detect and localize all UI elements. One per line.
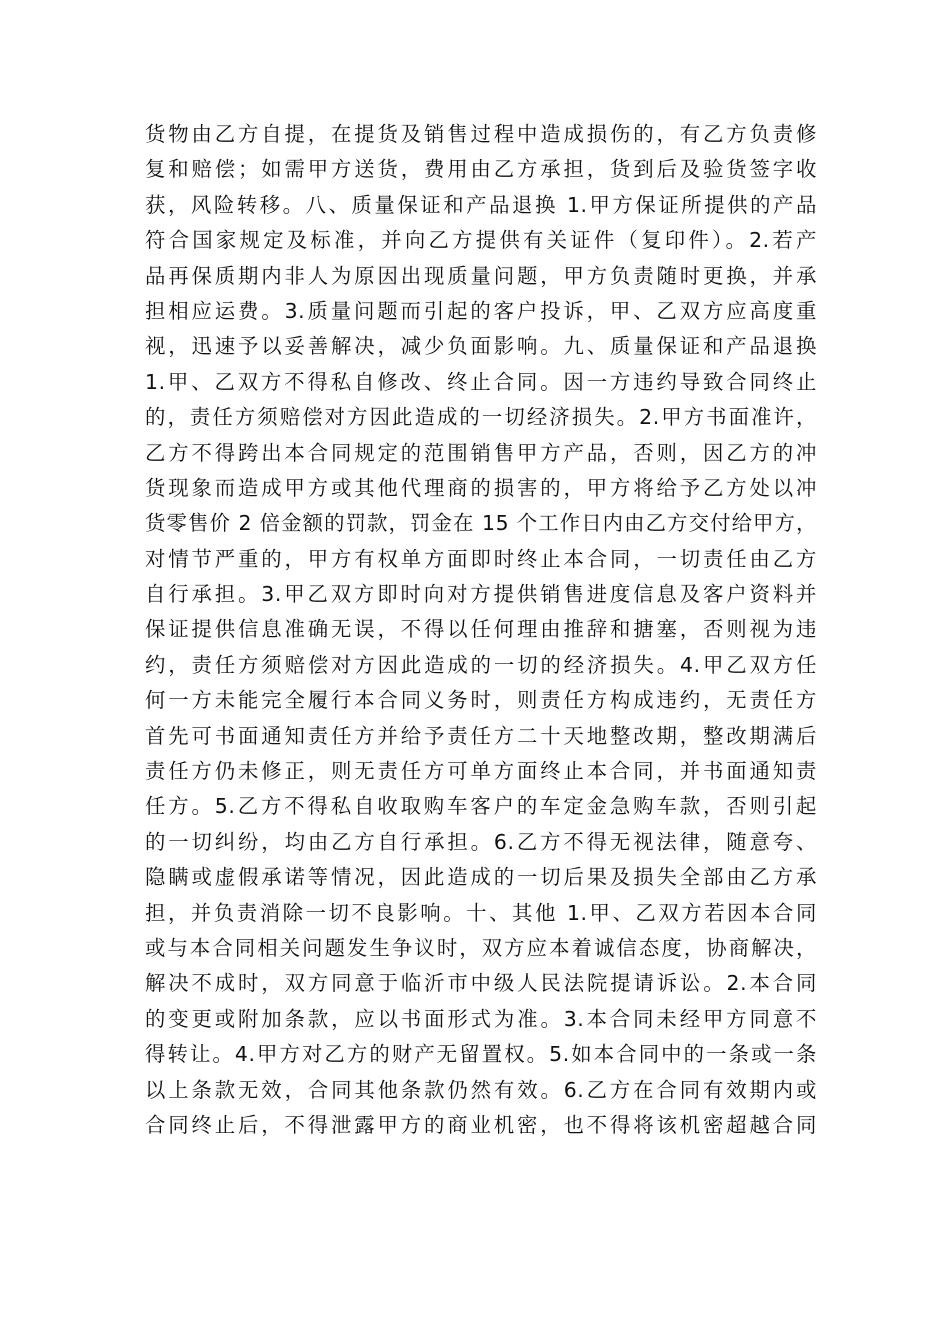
text-line: 担相应运费。3.质量问题而引起的客户投诉，甲、乙双方应高度重 xyxy=(145,298,817,323)
text-line: 以上条款无效，合同其他条款仍然有效。6.乙方在合同有效期内或 xyxy=(145,1077,817,1102)
text-line: 对情节严重的，甲方有权单方面即时终止本合同，一切责任由乙方 xyxy=(145,546,817,571)
text-line: 复和赔偿；如需甲方送货，费用由乙方承担，货到后及验货签字收 xyxy=(145,157,817,182)
text-line: 首先可书面通知责任方并给予责任方二十天地整改期，整改期满后 xyxy=(145,723,817,748)
text-line: 责任方仍未修正，则无责任方可单方面终止本合同，并书面通知责 xyxy=(145,759,817,784)
text-line: 担，并负责消除一切不良影响。十、其他 1.甲、乙双方若因本合同 xyxy=(145,900,817,925)
text-line: 任方。5.乙方不得私自收取购车客户的车定金急购车款，否则引起 xyxy=(145,794,817,819)
text-line: 货物由乙方自提，在提货及销售过程中造成损伤的，有乙方负责修 xyxy=(145,122,817,146)
text-line: 解决不成时，双方同意于临沂市中级人民法院提请诉讼。2.本合同 xyxy=(145,971,817,996)
text-line: 1.甲、乙双方不得私自修改、终止合同。因一方违约导致合同终止 xyxy=(145,369,817,394)
contract-text-body xyxy=(145,117,817,1143)
text-line: 的一切纠纷，均由乙方自行承担。6.乙方不得无视法律，随意夸、 xyxy=(145,829,817,854)
text-line: 乙方不得跨出本合同规定的范围销售甲方产品，否则，因乙方的冲 xyxy=(145,440,817,465)
text-line: 自行承担。3.甲乙双方即时向对方提供销售进度信息及客户资料并 xyxy=(145,582,817,607)
text-line: 获，风险转移。八、质量保证和产品退换 1.甲方保证所提供的产品 xyxy=(145,192,817,217)
text-line: 货零售价 2 倍金额的罚款，罚金在 15 个工作日内由乙方交付给甲方， xyxy=(145,511,817,536)
text-line: 合同终止后，不得泄露甲方的商业机密，也不得将该机密超越合同 xyxy=(145,1112,817,1137)
text-line: 隐瞒或虚假承诺等情况，因此造成的一切后果及损失全部由乙方承 xyxy=(145,865,817,890)
text-line: 的，责任方须赔偿对方因此造成的一切经济损失。2.甲方书面准许， xyxy=(145,405,817,430)
text-line: 得转让。4.甲方对乙方的财产无留置权。5.如本合同中的一条或一条 xyxy=(145,1042,817,1067)
text-line: 品再保质期内非人为原因出现质量问题，甲方负责随时更换，并承 xyxy=(145,263,817,288)
text-line: 何一方未能完全履行本合同义务时，则责任方构成违约，无责任方 xyxy=(145,688,817,713)
text-line: 符合国家规定及标准，并向乙方提供有关证件（复印件）。2.若产 xyxy=(145,228,817,253)
text-line: 的变更或附加条款，应以书面形式为准。3.本合同未经甲方同意不 xyxy=(145,1006,817,1031)
text-line: 货现象而造成甲方或其他代理商的损害的，甲方将给予乙方处以冲 xyxy=(145,475,817,500)
text-line: 视，迅速予以妥善解决，减少负面影响。九、质量保证和产品退换 xyxy=(145,334,817,359)
text-line: 约，责任方须赔偿对方因此造成的一切的经济损失。4.甲乙双方任 xyxy=(145,652,817,677)
text-line: 保证提供信息准确无误，不得以任何理由推辞和搪塞，否则视为违 xyxy=(145,617,817,642)
text-line: 或与本合同相关问题发生争议时，双方应本着诚信态度，协商解决， xyxy=(145,935,817,960)
